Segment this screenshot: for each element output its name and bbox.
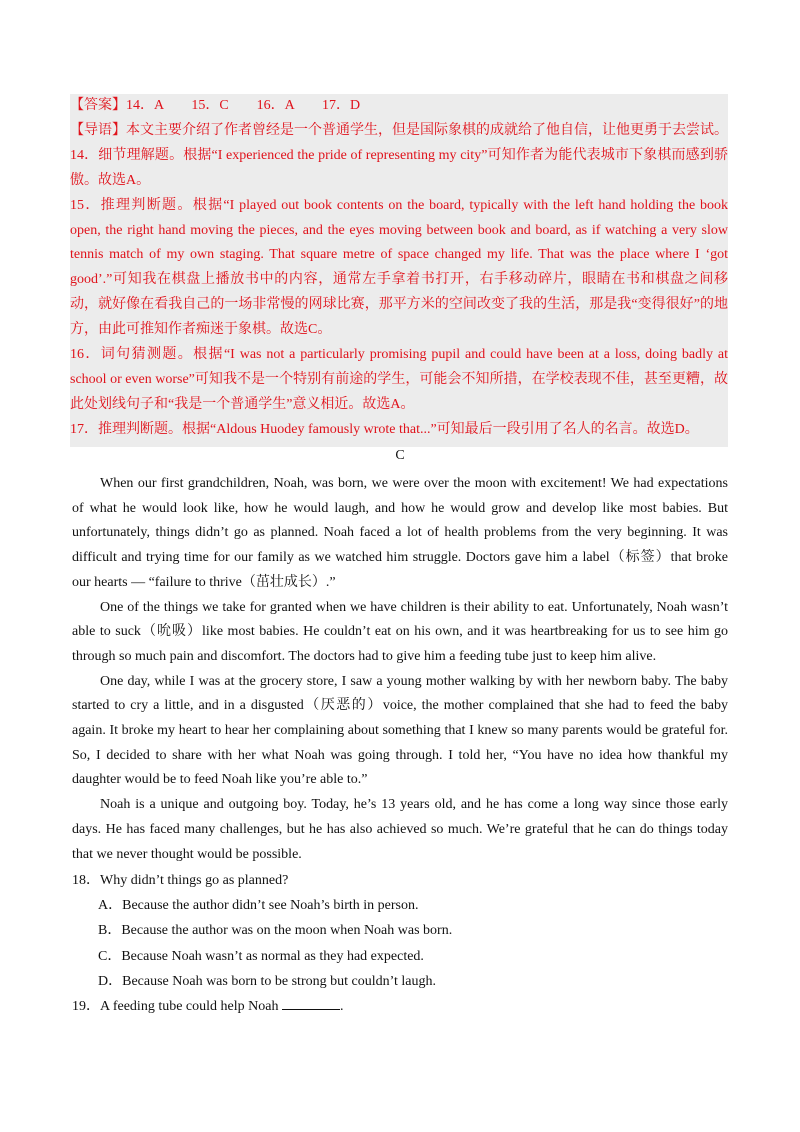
answer-blank bbox=[282, 995, 340, 1010]
question-19-end: . bbox=[339, 999, 344, 1015]
explanation-14: 14．细节理解题。根据“I experienced the pride of representing my city”可知作者为能代表城市下象棋而感到骄傲。故选A。 bbox=[70, 147, 728, 188]
explanation-15: 15．推理判断题。根据“I played out book contents on the board, typically with the left hand holding the book open, the right hand moving the pieces, and the eyes moving between book and board, as if watching a very slow tennis match of my own staging. That square metre of space changed my life. That was the place where I ‘got good’.”可知我在棋盘上播放书中的内容，通常左手拿着书打开，右手移动碎片，眼睛在书和棋盘之间移动，就好像在看我自己的一场非常慢的网球比赛，那平方米的空间改变了我的生活，那是我“变得很好”的地方，由此可推知作者痴迷于象棋。故选C。 bbox=[70, 197, 728, 338]
guide-text: 【导语】本文主要介绍了作者曾经是一个普通学生，但是国际象棋的成就给了他自信，让他更勇于去尝试。 bbox=[70, 122, 728, 138]
explanation-16: 16．词句猜测题。根据“I was not a particularly promising pupil and could have been at a loss, doing badly at school or even worse”可知我不是一个特别有前途的学生，可能会不知所措，在学校表现不佳，甚至更糟，故此处划线句子和“我是一个普通学生”意义相近。故选A。 bbox=[70, 347, 728, 412]
passage-paragraph-2: One of the things we take for granted when we have children is their ability to eat. Unfortunately, Noah wasn’t able to suck（吮吸）like most babies. He couldn’t eat on his own, and it was heartbreaking for us to see him go through so much pain and discomfort. The doctors had to give him a feeding tube just to keep him alive. bbox=[72, 599, 728, 664]
option-18-b: B．Because the author was on the moon when Noah was born. bbox=[98, 923, 453, 939]
option-18-d: D．Because Noah was born to be strong but couldn’t laugh. bbox=[98, 973, 437, 989]
answer-key: 【答案】14．A 15．C 16．A 17．D bbox=[70, 98, 361, 113]
section-heading: C bbox=[395, 448, 405, 463]
explanation-17: 17．推理判断题。根据“Aldous Huodey famously wrote that...”可知最后一段引用了名人的名言。故选D。 bbox=[70, 421, 699, 437]
passage-paragraph-1: When our first grandchildren, Noah, was born, we were over the moon with excitement! We had expectations of what he would look like, how he would laugh, and how he would grow and develop like most babies. But unfortunately, things didn’t go as planned. Noah faced a lot of health problems from the very beginning. It was difficult and trying time for our family as we watched him struggle. Doctors gave him a label（标签）that broke our hearts — “failure to thrive（茁壮成长）.” bbox=[72, 476, 728, 590]
answer-explanation-box bbox=[70, 94, 728, 447]
option-18-a: A．Because the author didn’t see Noah’s birth in person. bbox=[98, 898, 419, 914]
question-list bbox=[72, 868, 728, 1019]
passage-paragraph-3: One day, while I was at the grocery store, I saw a young mother walking by with her newborn baby. The baby started to cry a little, and in a disgusted（厌恶的）voice, the mother complained that she had to feed the baby again. It broke my heart to hear her complaining about something that I knew so many parents would be grateful for. So, I decided to share with her what Noah was going through. I told her, “You have no idea how thankful my daughter would be to feed Noah like you’re able to.” bbox=[72, 673, 728, 788]
question-18: 18．Why didn’t things go as planned? bbox=[72, 873, 289, 888]
question-19-text: 19．A feeding tube could help Noah bbox=[72, 999, 279, 1015]
question-19 bbox=[72, 994, 728, 1019]
option-18-c: C．Because Noah wasn’t as normal as they had expected. bbox=[98, 948, 424, 964]
passage-paragraph-4: Noah is a unique and outgoing boy. Today, he’s 13 years old, and he has come a long way since those early days. He has faced many challenges, but he has also achieved so much. We’re grateful that he can do things today that we never thought would be possible. bbox=[72, 797, 728, 862]
reading-passage bbox=[72, 472, 728, 867]
